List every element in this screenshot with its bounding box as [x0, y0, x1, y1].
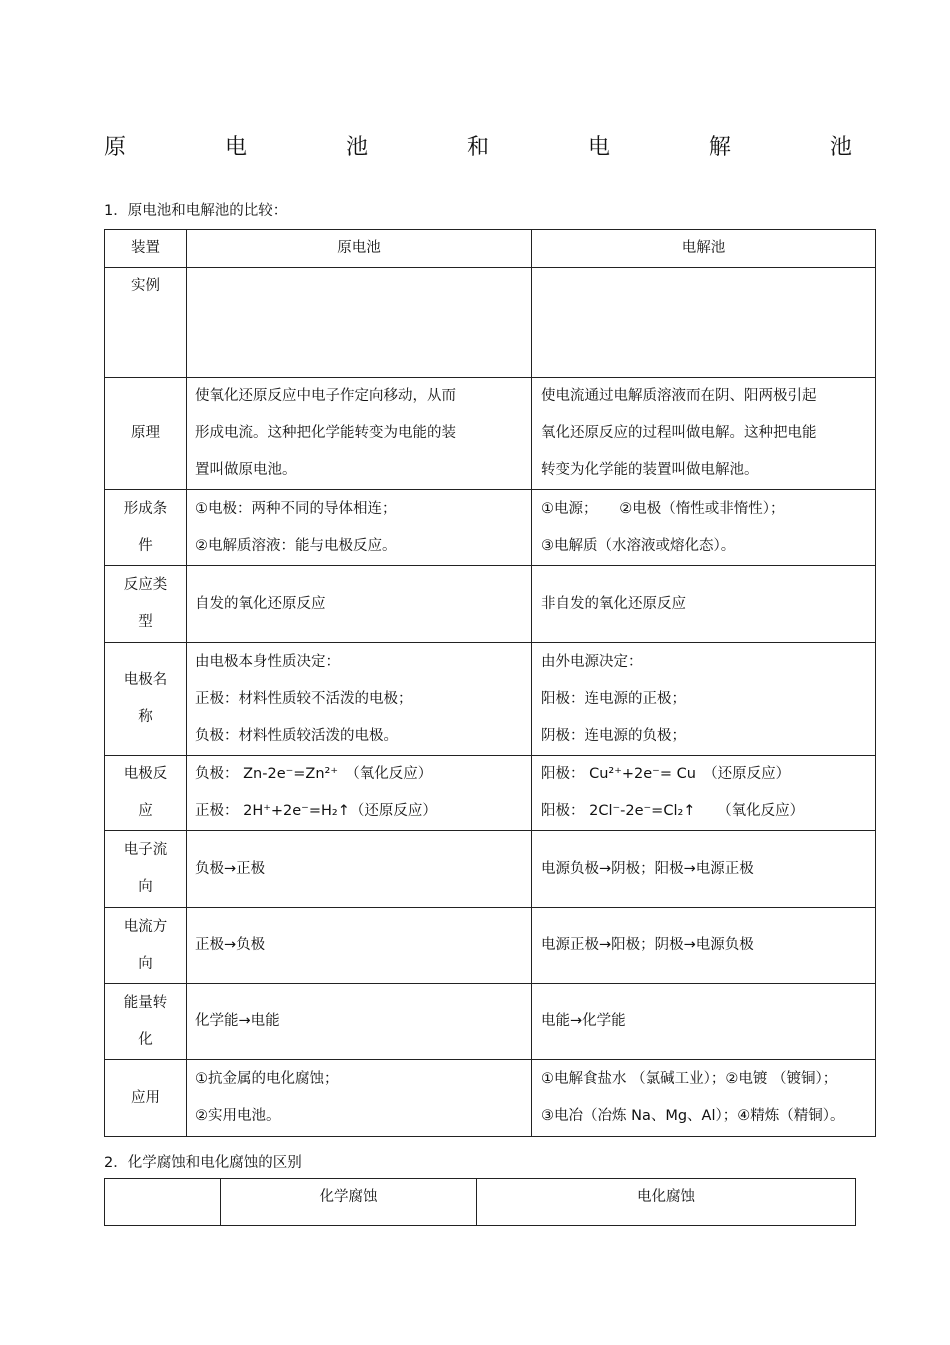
cell-text-line: 阳极： 2Cl⁻-2e⁻=Cl₂↑ （氧化反应）	[541, 803, 805, 819]
title-char: 原	[104, 135, 127, 160]
galvanic-cell	[187, 643, 532, 756]
title-char: 池	[345, 135, 368, 160]
cell-text-line: 转变为化学能的装置叫做电解池。	[541, 462, 759, 478]
electrolytic-cell	[532, 908, 876, 984]
galvanic-cell	[187, 984, 532, 1060]
cell-text-line: 负极→正极	[195, 860, 266, 877]
table-row	[105, 756, 876, 831]
cell-text-line: 应用	[131, 1089, 160, 1106]
electrolytic-cell	[532, 1060, 876, 1137]
header-cell-chemical: 化学腐蚀	[221, 1179, 477, 1226]
row-label-cell	[105, 378, 187, 490]
cell-text-line: 自发的氧化还原反应	[195, 595, 326, 612]
electrolytic-cell	[532, 268, 876, 378]
cell-text-line: 阳极： Cu²⁺+2e⁻= Cu （还原反应）	[541, 766, 791, 782]
cell-text-line: ②实用电池。	[195, 1108, 281, 1124]
title-char: 和	[466, 135, 489, 160]
galvanic-cell	[187, 756, 532, 831]
cell-text-line: 形成条	[123, 500, 168, 517]
table-row	[105, 268, 876, 378]
row-label-cell	[105, 756, 187, 831]
cell-text-line: 实例	[131, 278, 160, 294]
cell-text-line: 电子流	[123, 842, 168, 858]
galvanic-cell	[187, 566, 532, 643]
table-row	[105, 984, 876, 1060]
table-row	[105, 831, 876, 908]
cell-text-line: ①电源； ②电极（惰性或非惰性）；	[541, 500, 785, 517]
header-cell-device: 装置	[105, 230, 187, 268]
cell-text-line: 应	[138, 803, 153, 819]
section-1-heading: 1．原电池和电解池的比较：	[104, 203, 288, 219]
cell-text-line: 使电流通过电解质溶液而在阴、阳两极引起	[541, 388, 817, 404]
cell-text-line: 形成电流。这种把化学能转变为电能的装	[195, 425, 456, 441]
electrolytic-cell	[532, 643, 876, 756]
cell-text-line: 原理	[131, 425, 160, 441]
cell-text-line: 电源正极→阳极；阴极→电源负极	[541, 937, 754, 953]
cell-text-line: ①电解食盐水 （氯碱工业）；②电镀 （镀铜）；	[541, 1071, 838, 1087]
corrosion-table	[104, 1178, 856, 1226]
galvanic-cell	[187, 490, 532, 566]
cell-text-line: 化学能→电能	[195, 1013, 280, 1029]
table-row	[105, 378, 876, 490]
title-char: 电	[224, 135, 247, 160]
cell-text-line: ②电解质溶液：能与电极反应。	[195, 537, 397, 554]
comparison-table	[104, 229, 876, 1137]
cell-text-line: 使氧化还原反应中电子作定向移动，从而	[195, 388, 456, 404]
galvanic-cell	[187, 908, 532, 984]
row-label-cell	[105, 268, 187, 378]
cell-text-line: 向	[138, 955, 153, 972]
header-cell-empty	[105, 1179, 221, 1226]
title-char: 解	[708, 135, 731, 160]
title-char: 电	[587, 135, 610, 160]
row-label-cell	[105, 566, 187, 643]
row-label-cell	[105, 643, 187, 756]
galvanic-cell	[187, 268, 532, 378]
cell-text-line: 电流方	[123, 918, 168, 935]
cell-text-line: 化	[138, 1031, 153, 1048]
table-row	[105, 643, 876, 756]
electrolytic-cell	[532, 831, 876, 908]
cell-text-line: 阴极：连电源的负极；	[541, 727, 686, 744]
galvanic-cell	[187, 378, 532, 490]
cell-text-line: 氧化还原反应的过程叫做电解。这种把电能	[541, 425, 817, 441]
cell-text-line: 正极：材料性质较不活泼的电极；	[195, 690, 413, 707]
header-cell-electrolytic: 电解池	[532, 230, 876, 268]
cell-text-line: 负极：材料性质较活泼的电极。	[195, 727, 398, 744]
cell-text-line: 正极→负极	[195, 937, 266, 953]
cell-text-line: ①电极：两种不同的导体相连；	[195, 500, 397, 517]
cell-text-line: 由外电源决定：	[541, 653, 643, 670]
title-char: 池	[829, 135, 852, 160]
cell-text-line: 电源负极→阴极；阳极→电源正极	[541, 860, 754, 877]
table-row	[105, 490, 876, 566]
cell-text-line: 负极： Zn-2e⁻=Zn²⁺ （氧化反应）	[195, 766, 433, 782]
cell-text-line: 能量转	[123, 994, 168, 1011]
cell-text-line: 型	[138, 614, 153, 630]
table-row	[105, 908, 876, 984]
cell-text-line: 件	[138, 537, 153, 554]
cell-text-line: 电极反	[123, 766, 168, 782]
cell-text-line: ③电冶（冶炼 Na、Mg、Al）；④精炼（精铜）。	[541, 1108, 845, 1124]
electrolytic-cell	[532, 490, 876, 566]
cell-text-line: 反应类	[123, 577, 168, 593]
header-cell-electrochemical: 电化腐蚀	[477, 1179, 856, 1226]
cell-text-line: ③电解质（水溶液或熔化态）。	[541, 537, 736, 554]
cell-text-line: 电极名	[123, 672, 168, 688]
header-cell-galvanic: 原电池	[187, 230, 532, 268]
row-label-cell	[105, 490, 187, 566]
row-label-cell	[105, 831, 187, 908]
electrolytic-cell	[532, 378, 876, 490]
row-label-cell	[105, 908, 187, 984]
table-header-row	[105, 1179, 856, 1226]
cell-text-line: 电能→化学能	[541, 1013, 626, 1029]
cell-text-line: 阳极：连电源的正极；	[541, 690, 686, 707]
cell-text-line: ①抗金属的电化腐蚀；	[195, 1071, 339, 1087]
electrolytic-cell	[532, 756, 876, 831]
cell-text-line: 正极： 2H⁺+2e⁻=H₂↑（还原反应）	[195, 803, 437, 819]
cell-text-line: 向	[138, 879, 153, 895]
cell-text-line: 由电极本身性质决定：	[195, 653, 340, 670]
cell-text-line: 非自发的氧化还原反应	[541, 595, 686, 612]
page-title	[104, 130, 852, 161]
cell-text-line: 称	[138, 709, 153, 725]
electrolytic-cell	[532, 566, 876, 643]
galvanic-cell	[187, 831, 532, 908]
row-label-cell	[105, 984, 187, 1060]
table-row	[105, 566, 876, 643]
table-row	[105, 1060, 876, 1137]
electrolytic-cell	[532, 984, 876, 1060]
cell-text-line: 置叫做原电池。	[195, 462, 297, 478]
galvanic-cell	[187, 1060, 532, 1137]
table-header-row	[105, 230, 876, 268]
section-2-heading: 2．化学腐蚀和电化腐蚀的区别	[104, 1155, 302, 1171]
row-label-cell	[105, 1060, 187, 1137]
